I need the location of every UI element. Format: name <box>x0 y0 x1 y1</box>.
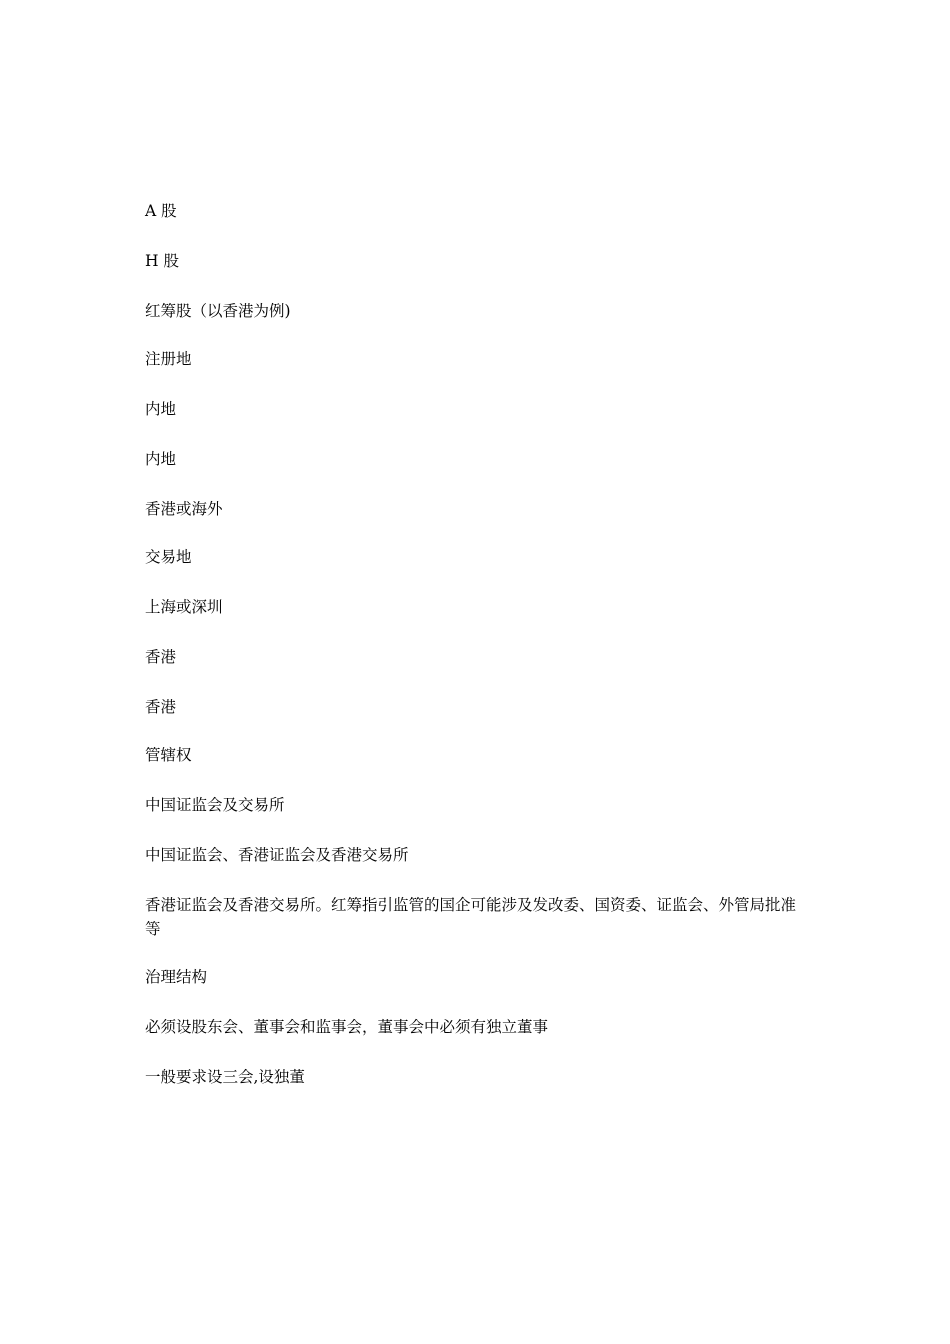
governance-group <box>145 965 810 1089</box>
jurisdiction-red-chip: 香港证监会及香港交易所。红筹指引监管的国企可能涉及发改委、国资委、证监会、外管局批准等 <box>145 896 797 938</box>
trading-venue-red-chip: 香港 <box>145 698 177 716</box>
governance-h-share: 一般要求设三会,设独董 <box>145 1068 305 1086</box>
governance-a-share: 必须设股东会、董事会和监事会，董事会中必须有独立董事 <box>145 1018 549 1036</box>
share-type-header-group <box>145 199 810 323</box>
h-share-label: H 股 <box>145 252 179 270</box>
red-chip-label: 红筹股（以香港为例) <box>145 302 291 320</box>
registration-a-share: 内地 <box>145 400 177 418</box>
registration-group <box>145 347 810 521</box>
jurisdiction-h-share: 中国证监会、香港证监会及香港交易所 <box>145 846 409 864</box>
document-body <box>145 199 810 1113</box>
registration-red-chip: 香港或海外 <box>145 500 223 518</box>
jurisdiction-heading: 管辖权 <box>145 746 192 764</box>
trading-venue-a-share: 上海或深圳 <box>145 598 223 616</box>
governance-heading: 治理结构 <box>145 968 208 986</box>
trading-venue-heading: 交易地 <box>145 548 192 566</box>
registration-h-share: 内地 <box>145 450 177 468</box>
registration-heading: 注册地 <box>145 350 192 368</box>
jurisdiction-a-share: 中国证监会及交易所 <box>145 796 285 814</box>
trading-venue-group <box>145 545 810 719</box>
jurisdiction-group <box>145 743 810 941</box>
a-share-label: A 股 <box>145 202 177 220</box>
trading-venue-h-share: 香港 <box>145 648 177 666</box>
